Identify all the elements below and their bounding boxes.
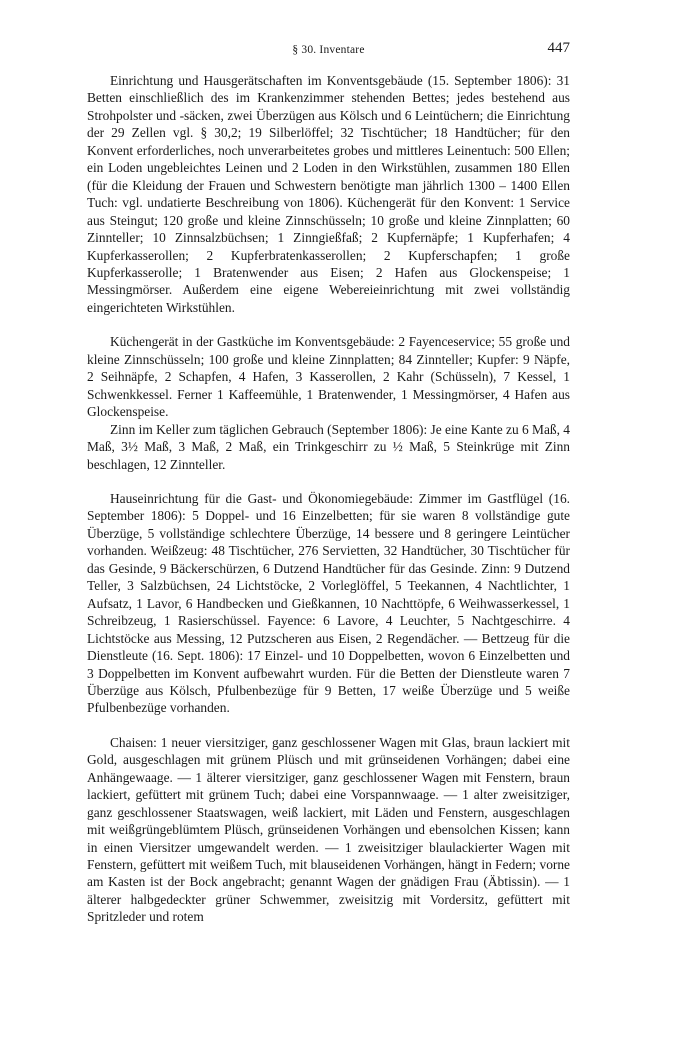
page-number: 447	[547, 40, 570, 56]
paragraph-konventsgebaeude: Einrichtung und Hausgerätschaften im Konventsgebäude (15. September 1806): 31 Betten einschließlich des im Krankenzimmer stehenden Bettes; jedes bestehend aus Strohpolster und -säcken, zwei Überzügen aus Kölsch und 6 Leintüchern; die Einrichtung der 29 Zellen vgl. § 30,2; 19 Silberlöffel; 32 Tischtücher; 18 Handtücher; für den Konvent erforderliches, noch unverarbeitetes grobes und mittleres Leinentuch: 500 Ellen; ein Loden ungebleichtes Leinen und 2 Loden in den Wirkstühlen, zusammen 180 Ellen (für die Kleidung der Frauen und Schwestern benötigte man jährlich 1300 – 1400 Ellen Tuch: vgl. undatierte Beschreibung von 1806). Küchengerät für den Konvent: 1 Service aus Steingut; 120 große und kleine Zinnschüsseln; 10 große und kleine Zinnplatten; 60 Zinnteller; 10 Zinnsalzbüchsen; 1 Zinngießfaß; 2 Kupfernäpfe; 1 Kupferhafen; 4 Kupferkasserollen; 2 Kupferbratenkasserollen; 2 Kupferschapfen; 1 große Kupferkasserolle; 1 Bratenwender aus Eisen; 2 Hafen aus Glockenspeise; 1 Messingmörser. Außerdem eine eigene Webereieinrichtung mit zwei vollständig eingerichteten Wirkstühlen.	[87, 73, 570, 315]
paragraph-keller-zinn: Zinn im Keller zum täglichen Gebrauch (September 1806): Je eine Kante zu 6 Maß, 4 Maß, 3½ Maß, 3 Maß, 2 Maß, ein Trinkgeschirr zu ½ Maß, 5 Steinkrüge mit Zinn beschlagen, 12 Zinnteller.	[87, 421, 570, 472]
paragraph-chaisen: Chaisen: 1 neuer viersitziger, ganz geschlossener Wagen mit Glas, braun lackiert mit Gold, ausgeschlagen mit grünem Plüsch und mit grünseidenen Vorhängen; dabei eine Anhängewaage. — 1 älterer viersitziger, ganz geschlossener Wagen mit Fenstern, braun lackiert, gefüttert mit grünem Tuch; dabei eine Vorspannwaage. — 1 alter zweisitziger, ganz geschlossener Staatswagen, weiß lackiert, mit Läden und Fenstern, ausgeschlagen mit weißgrüngeblümtem Plüsch, grünseidenen Vorhängen und ebensolchen Kissen; kann in einen Viersitzer umgewandelt werden. — 1 zweisitziger blaulackierter Wagen mit Fenstern, gefüttert mit weißem Tuch, mit blauseidenen Vorhängen, hängt in Federn; vorne am Kasten ist der Bock angebracht; genannt Wagen der gnädigen Frau (Äbtissin). — 1 älterer halbgedeckter grüner Schwemmer, zweisitzig mit Vordersitz, gefüttert mit Spritzleder und rotem	[87, 734, 570, 925]
running-title: § 30. Inventare	[292, 44, 365, 56]
running-head	[87, 40, 570, 62]
paragraph-gastkueche: Küchengerät in der Gastküche im Konventsgebäude: 2 Fayenceservice; 55 große und kleine Zinnschüsseln; 100 große und kleine Zinnplatten; 84 Zinnteller; Kupfer: 9 Näpfe, 2 Seihnäpfe, 2 Schapfen, 4 Hafen, 3 Kasserollen, 2 Kahr (Schüsseln), 7 Kessel, 1 Schwenkkessel. Ferner 1 Kaffeemühle, 1 Bratenwender, 1 Messingmörser, 4 Hafen aus Glockenspeise.	[87, 334, 570, 420]
paragraph-hauseinrichtung: Hauseinrichtung für die Gast- und Ökonomiegebäude: Zimmer im Gastflügel (16. September 1806): 5 Doppel- und 16 Einzelbetten; für sie waren 8 vollständige gute Überzüge, 5 vollständige schlechtere Überzüge, 14 bessere und 8 geringere Leintücher vorhanden. Weißzeug: 48 Tischtücher, 276 Servietten, 32 Handtücher, 30 Tischtücher für das Gesinde, 9 Bäckerschürzen, 6 Dutzend Handtücher für das Gesinde. Zinn: 9 Dutzend Teller, 3 Salzbüchsen, 24 Lichtstöcke, 2 Vorleglöffel, 5 Teekannen, 4 Nachtlichter, 1 Aufsatz, 1 Lavor, 6 Handbecken und Gießkannen, 10 Nachttöpfe, 6 Weihwasserkessel, 1 Schreibzeug, 1 Rasierschüssel. Fayence: 6 Lavore, 4 Leuchter, 5 Nachtgeschirre. 4 Lichtstöcke aus Messing, 12 Putzscheren aus Eisen, 2 Regendächer. — Bettzeug für die Dienstleute (16. Sept. 1806): 17 Einzel- und 10 Doppelbetten, wovon 6 Einzelbetten und 3 Doppelbetten im Konvent aufbewahrt wurden. Für die Betten der Dienstleute waren 7 Überzüge aus Kölsch, Pfulbenbezüge für 9 Betten, 17 weiße Überzüge und 5 weiße Pfulbenbezüge vorhanden.	[87, 490, 570, 716]
body-text	[87, 72, 570, 926]
book-page	[87, 40, 570, 926]
